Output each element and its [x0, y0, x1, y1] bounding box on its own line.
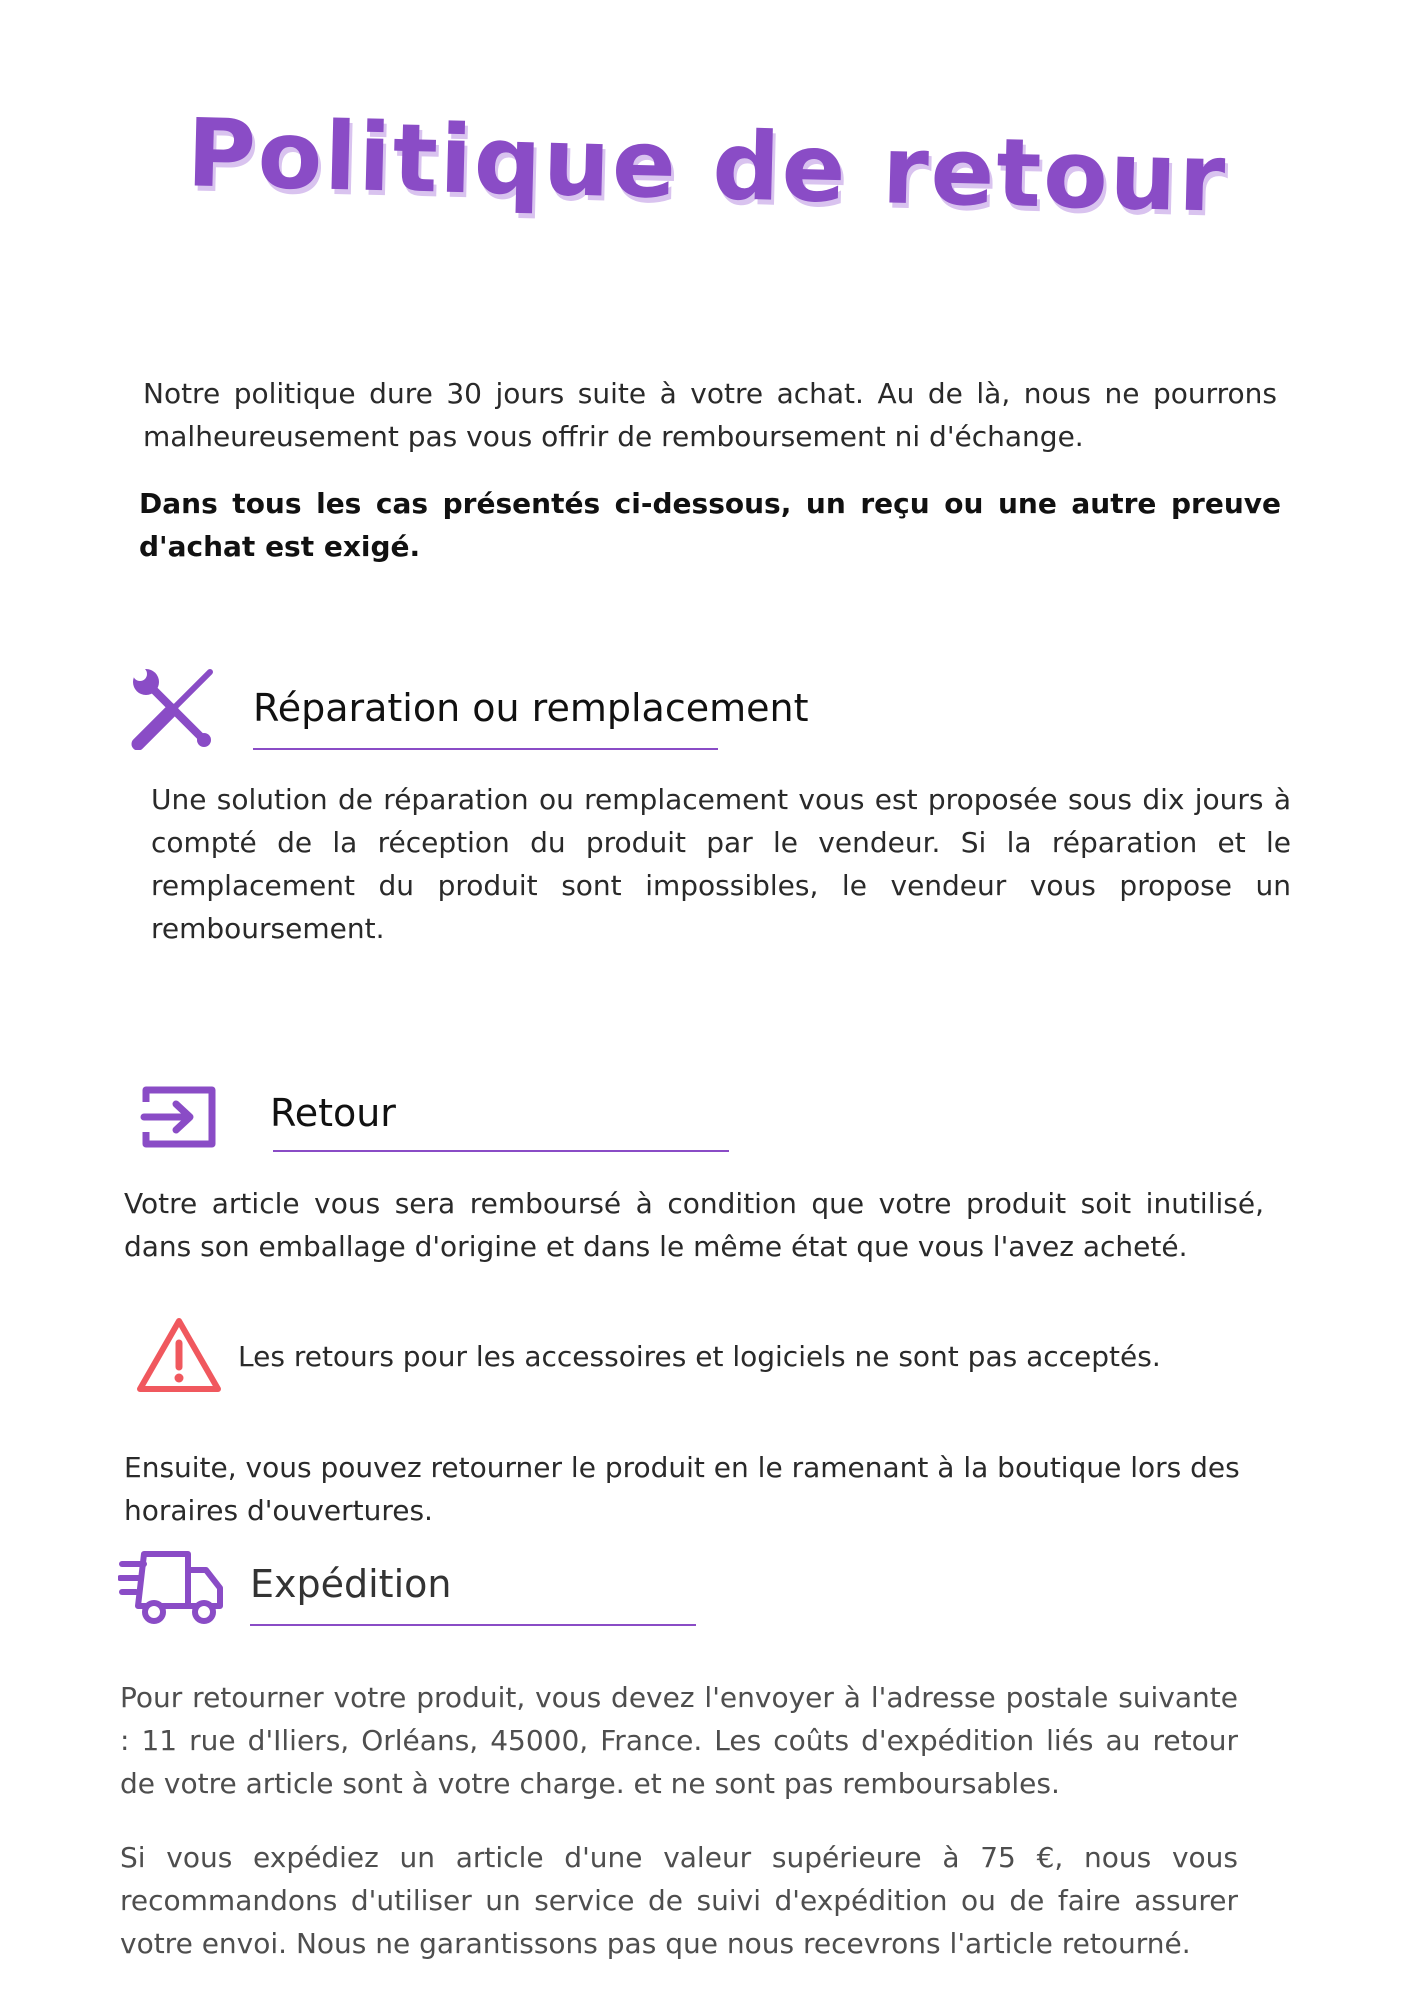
shipping-text-1: Pour retourner votre produit, vous devez l'envoyer à l'adresse postale suivante : 11 rue d'Iliers, Orléans, 45000, France. Les coûts d'expédition liés au retour de votre article sont à votre charge. et ne sont pas remboursables. — [120, 1681, 1238, 1800]
intro-emphasis: Dans tous les cas présentés ci-dessous, un reçu ou une autre preuve d'achat est exigé. — [139, 487, 1281, 563]
return-text: Votre article vous sera remboursé à condition que votre produit soit inutilisé, dans son emballage d'origine et dans le même état que vous l'avez acheté. — [124, 1187, 1264, 1263]
shipping-heading: Expédition — [250, 1562, 452, 1606]
return-icon — [140, 1084, 218, 1150]
return-after-text: Ensuite, vous pouvez retourner le produit en le ramenant à la boutique lors des horaires d'ouvertures. — [124, 1451, 1240, 1527]
return-underline — [273, 1150, 729, 1152]
warning-text: Les retours pour les accessoires et logiciels ne sont pas acceptés. — [238, 1340, 1161, 1373]
repair-heading: Réparation ou remplacement — [253, 686, 809, 730]
return-heading: Retour — [270, 1091, 396, 1135]
shipping-underline — [250, 1624, 696, 1626]
warning-icon — [134, 1315, 224, 1395]
repair-underline — [253, 748, 718, 750]
intro-text: Notre politique dure 30 jours suite à votre achat. Au de là, nous ne pourrons malheureusement pas vous offrir de remboursement ni d'échange. — [143, 377, 1277, 453]
tools-icon — [130, 668, 216, 750]
shipping-text-2: Si vous expédiez un article d'une valeur supérieure à 75 €, nous vous recommandons d'utiliser un service de suivi d'expédition ou de faire assurer votre envoi. Nous ne garantissons pas que nous recevrons l'article retourné. — [120, 1841, 1238, 1960]
delivery-truck-icon — [118, 1548, 226, 1628]
page-title: Politique de retour — [185, 99, 1229, 234]
repair-text: Une solution de réparation ou remplacement vous est proposée sous dix jours à compté de la réception du produit par le vendeur. Si la réparation et le remplacement du produit sont impossibles, le vendeur vous propose un remboursement. — [151, 783, 1291, 945]
